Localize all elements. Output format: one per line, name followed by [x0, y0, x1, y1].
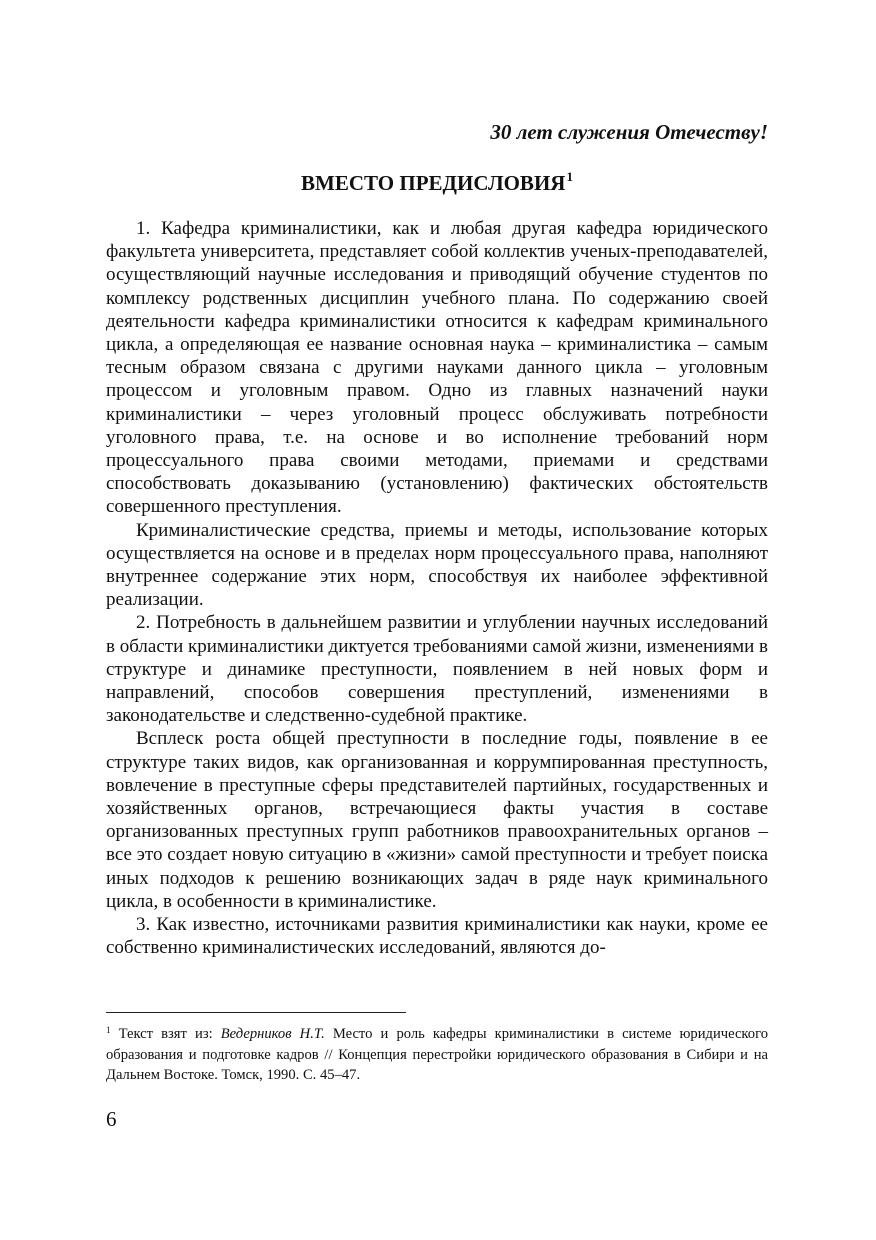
footnote-text: Место и роль кафедры криминалистики в системе юридического образования и подготовке кадров // Концепция перестройки юридического образования в Сибири и на Дальнем Востоке. Томск, 1990. С. 45–47. — [106, 1026, 769, 1083]
footnote-marker: 1 — [106, 1025, 111, 1035]
heading-title: ВМЕСТО ПРЕДИСЛОВИЯ — [301, 171, 566, 195]
footnote — [106, 1024, 768, 1086]
footnote-lead: Текст взят из: — [110, 1026, 221, 1042]
footnote-divider — [106, 1012, 406, 1013]
paragraph: 3. Как известно, источниками развития криминалистики как науки, кроме ее собственно криминалистических исследований, являются до- — [106, 914, 768, 959]
heading-footnote-ref[interactable]: 1 — [566, 169, 573, 184]
paragraph: Криминалистические средства, приемы и методы, использование которых осуществляется на основе и в пределах норм процессуального права, наполняют внутреннее содержание этих норм, способствуя их наиболее эффективной реализации. — [106, 519, 768, 611]
paragraph: 1. Кафедра криминалистики, как и любая другая кафедра юридического факультета университета, представляет собой коллектив ученых-преподавателей, осуществляющий научные исследования и приводящий обучение студентов по комплексу родственных дисциплин учебного плана. По содержанию своей деятельности кафедра криминалистики относится к кафедрам криминального цикла, а определяющая ее название основная наука – криминалистика – самым тесным образом связана с другими науками данного цикла – уголовным процессом и уголовным правом. Одно из главных назначений науки криминалистики – через уголовный процесс обслуживать потребности уголовного права, т.е. на основе и во исполнение требований норм процессуального права своими методами, приемами и средствами способствовать доказыванию (установлению) фактических обстоятельств совершенного преступления. — [106, 218, 768, 518]
body-text — [106, 217, 768, 960]
footnote-author: Ведерников Н.Т. — [220, 1026, 325, 1042]
paragraph: Всплеск роста общей преступности в последние годы, появление в ее структуре таких видов, как организованная и коррумпированная преступность, вовлечение в преступные сферы представителей партийных, государственных и хозяйственных органов, встречающиеся факты участия в составе организованных преступных групп работников правоохранительных органов – все это создает новую ситуацию в «жизни» самой преступности и требует поиска иных подходов к решению возникающих задач в ряде наук криминального цикла, в особенности в криминалистике. — [106, 728, 768, 912]
chapter-heading — [106, 168, 768, 198]
page-number: 6 — [106, 1107, 117, 1131]
epigraph: 30 лет служения Отечеству! — [490, 120, 768, 144]
paragraph: 2. Потребность в дальнейшем развитии и углублении научных исследований в области криминалистики диктуется требованиями самой жизни, изменениями в структуре и динамике преступности, появлением в ней новых форм и направлений, способов совершения преступлений, изменениями в законодательстве и следственно-судебной практике. — [106, 612, 768, 727]
